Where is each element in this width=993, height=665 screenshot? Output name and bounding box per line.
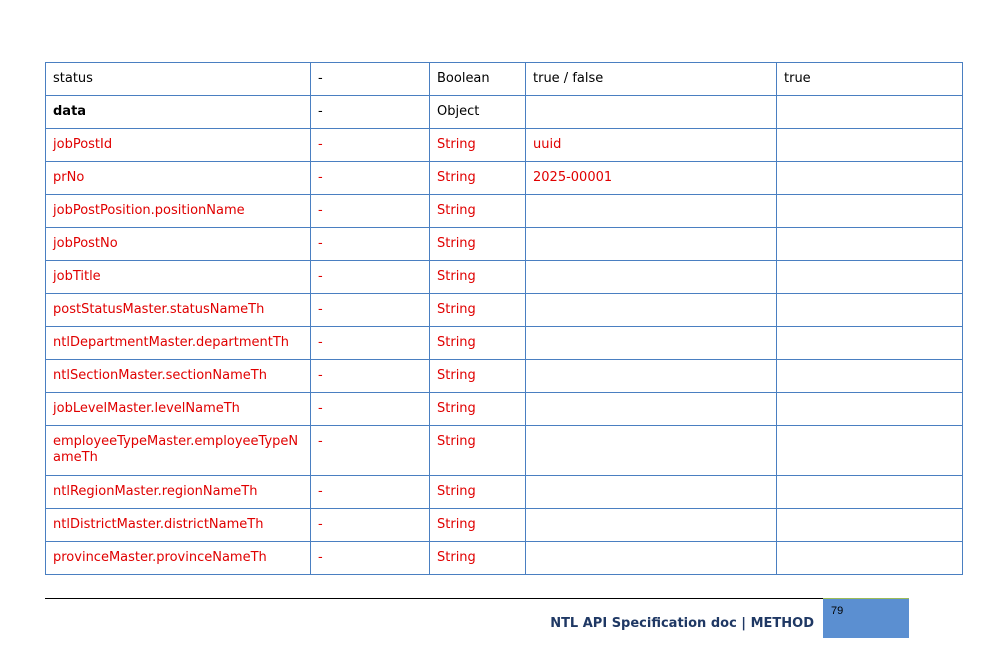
type-cell: String — [430, 426, 526, 476]
description-cell — [526, 327, 777, 360]
field-name-cell: employeeTypeMaster.employeeTypeNameTh — [46, 426, 311, 476]
api-spec-table — [45, 62, 963, 575]
table-row — [46, 393, 963, 426]
required-cell: - — [311, 195, 430, 228]
field-name-cell: jobLevelMaster.levelNameTh — [46, 393, 311, 426]
example-cell — [777, 162, 963, 195]
field-name-cell: postStatusMaster.statusNameTh — [46, 294, 311, 327]
required-cell: - — [311, 294, 430, 327]
field-name-cell: data — [46, 96, 311, 129]
table-row — [46, 162, 963, 195]
example-cell — [777, 228, 963, 261]
description-cell — [526, 393, 777, 426]
table-row — [46, 129, 963, 162]
description-cell: uuid — [526, 129, 777, 162]
table-row — [46, 327, 963, 360]
description-cell — [526, 96, 777, 129]
table-row — [46, 261, 963, 294]
example-cell: true — [777, 63, 963, 96]
page-number: 79 — [831, 605, 844, 617]
required-cell: - — [311, 426, 430, 476]
table-row — [46, 476, 963, 509]
description-cell — [526, 426, 777, 476]
required-cell: - — [311, 63, 430, 96]
type-cell: Object — [430, 96, 526, 129]
description-cell — [526, 195, 777, 228]
type-cell: String — [430, 162, 526, 195]
example-cell — [777, 542, 963, 575]
description-cell — [526, 228, 777, 261]
description-cell: true / false — [526, 63, 777, 96]
required-cell: - — [311, 228, 430, 261]
required-cell: - — [311, 261, 430, 294]
example-cell — [777, 476, 963, 509]
required-cell: - — [311, 162, 430, 195]
type-cell: String — [430, 393, 526, 426]
field-name-cell: jobPostId — [46, 129, 311, 162]
required-cell: - — [311, 327, 430, 360]
example-cell — [777, 509, 963, 542]
required-cell: - — [311, 542, 430, 575]
table-row — [46, 96, 963, 129]
required-cell: - — [311, 476, 430, 509]
field-name-cell: jobPostNo — [46, 228, 311, 261]
type-cell: String — [430, 360, 526, 393]
type-cell: String — [430, 327, 526, 360]
type-cell: String — [430, 476, 526, 509]
table-row — [46, 426, 963, 476]
example-cell — [777, 294, 963, 327]
type-cell: String — [430, 294, 526, 327]
page-number-box — [823, 598, 909, 638]
example-cell — [777, 96, 963, 129]
description-cell — [526, 261, 777, 294]
api-spec-table-body — [46, 63, 963, 575]
example-cell — [777, 327, 963, 360]
field-name-cell: jobPostPosition.positionName — [46, 195, 311, 228]
description-cell: 2025-00001 — [526, 162, 777, 195]
field-name-cell: jobTitle — [46, 261, 311, 294]
field-name-cell: ntlDistrictMaster.districtNameTh — [46, 509, 311, 542]
example-cell — [777, 426, 963, 476]
description-cell — [526, 294, 777, 327]
description-cell — [526, 509, 777, 542]
footer-divider — [45, 598, 824, 599]
type-cell: String — [430, 129, 526, 162]
example-cell — [777, 129, 963, 162]
description-cell — [526, 360, 777, 393]
field-name-cell: ntlSectionMaster.sectionNameTh — [46, 360, 311, 393]
field-name-cell: ntlDepartmentMaster.departmentTh — [46, 327, 311, 360]
type-cell: Boolean — [430, 63, 526, 96]
footer-document-title: NTL API Specification doc | METHOD — [550, 616, 814, 631]
table-row — [46, 509, 963, 542]
required-cell: - — [311, 129, 430, 162]
example-cell — [777, 261, 963, 294]
type-cell: String — [430, 542, 526, 575]
example-cell — [777, 195, 963, 228]
field-name-cell: provinceMaster.provinceNameTh — [46, 542, 311, 575]
table-row — [46, 542, 963, 575]
field-name-cell: ntlRegionMaster.regionNameTh — [46, 476, 311, 509]
table-row — [46, 294, 963, 327]
table-row — [46, 228, 963, 261]
example-cell — [777, 360, 963, 393]
table-row — [46, 63, 963, 96]
description-cell — [526, 476, 777, 509]
type-cell: String — [430, 509, 526, 542]
field-name-cell: status — [46, 63, 311, 96]
table-row — [46, 360, 963, 393]
required-cell: - — [311, 96, 430, 129]
type-cell: String — [430, 228, 526, 261]
type-cell: String — [430, 261, 526, 294]
description-cell — [526, 542, 777, 575]
example-cell — [777, 393, 963, 426]
required-cell: - — [311, 360, 430, 393]
required-cell: - — [311, 393, 430, 426]
table-row — [46, 195, 963, 228]
type-cell: String — [430, 195, 526, 228]
required-cell: - — [311, 509, 430, 542]
field-name-cell: prNo — [46, 162, 311, 195]
